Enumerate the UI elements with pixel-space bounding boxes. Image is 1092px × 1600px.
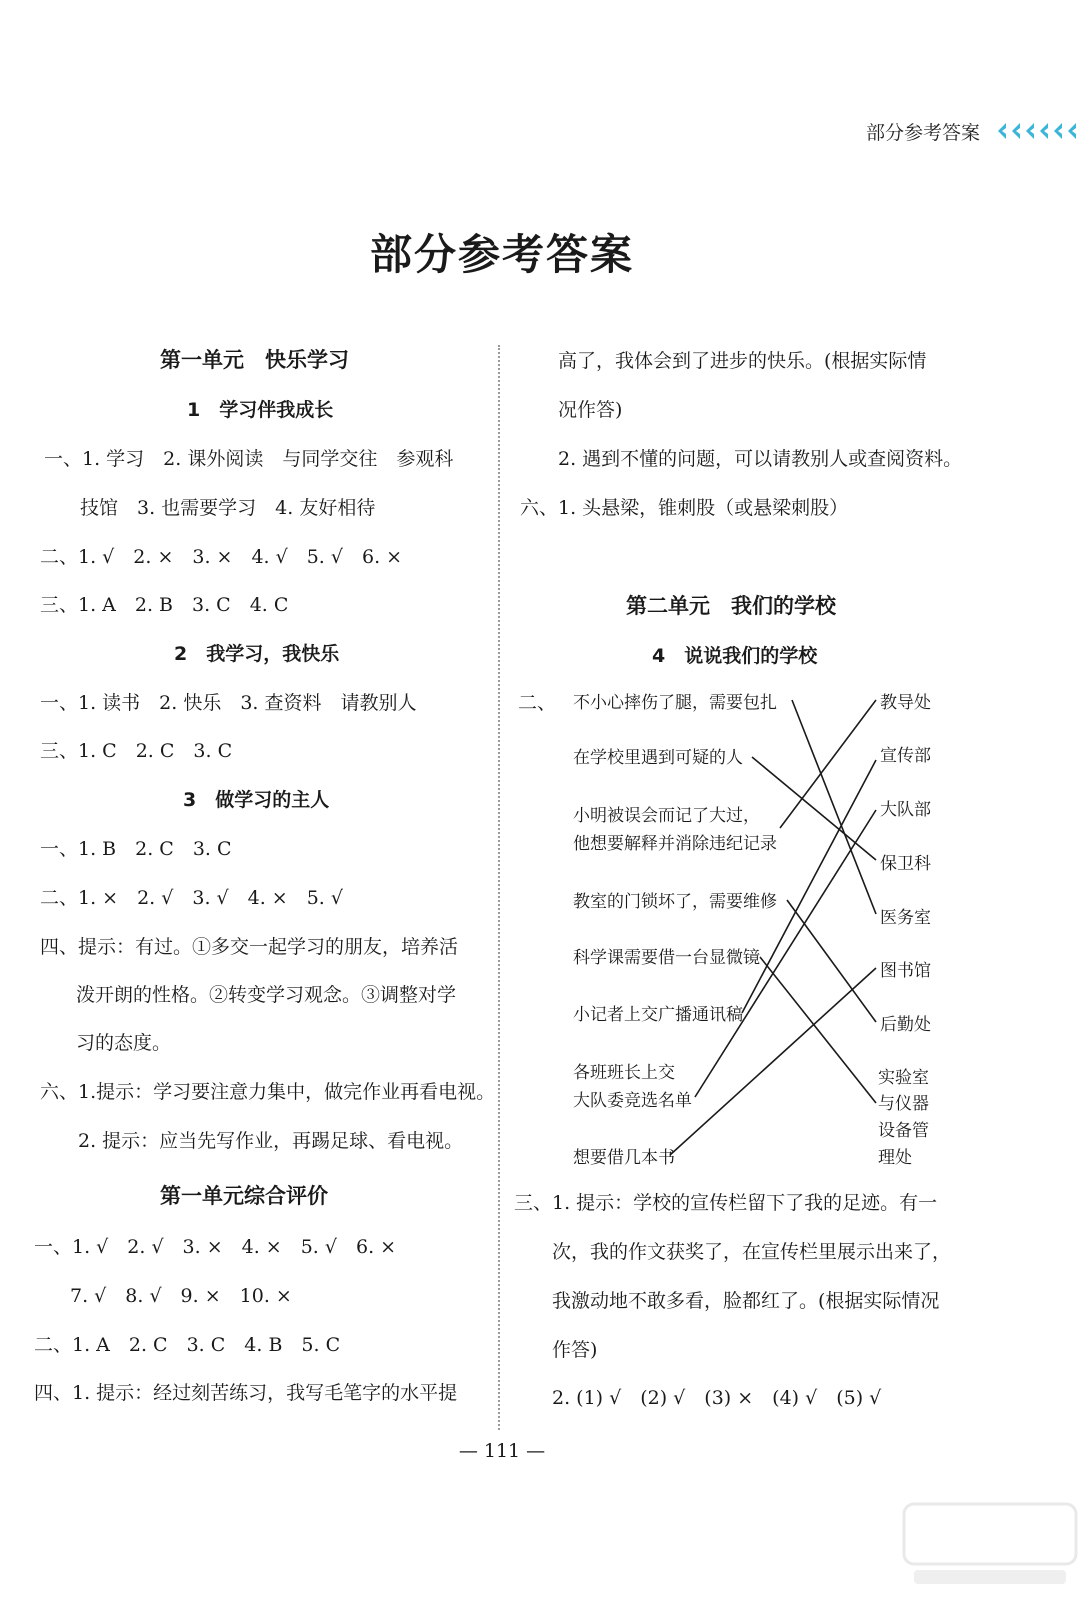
answer-line: 二、1. √ 2. × 3. × 4. √ 5. √ 6. × <box>40 546 403 568</box>
match-line <box>670 968 876 1155</box>
column-divider <box>498 345 500 1430</box>
answer-line: 六、1. 头悬梁，锥刺股（或悬梁刺股） <box>520 497 849 519</box>
match-left-item-cont: 大队委竞选名单 <box>573 1091 692 1111</box>
match-left-item: 小明被误会而记了大过， <box>573 806 760 826</box>
answer-line: 习的态度。 <box>76 1032 172 1054</box>
answer-line: 三、1. C 2. C 3. C <box>40 740 233 762</box>
match-right-item-cont: 与仪器 <box>878 1094 929 1114</box>
answer-line: 我激动地不敢多看，脸都红了。(根据实际情况 <box>552 1290 940 1312</box>
match-line <box>780 700 876 828</box>
unit-heading-1: 第一单元 快乐学习 <box>160 348 349 372</box>
answer-line: 二、1. A 2. C 3. C 4. B 5. C <box>34 1334 341 1356</box>
match-left-item: 不小心摔伤了腿，需要包扎 <box>573 693 777 713</box>
answer-line: 7. √ 8. √ 9. × 10. × <box>70 1285 292 1307</box>
lesson-heading-4: 4 说说我们的学校 <box>652 645 818 667</box>
answer-line: 三、1. A 2. B 3. C 4. C <box>40 594 289 616</box>
answer-line: 一、1. √ 2. √ 3. × 4. × 5. √ 6. × <box>34 1236 397 1258</box>
lesson-heading-2: 2 我学习，我快乐 <box>174 643 340 665</box>
match-line <box>760 957 876 1103</box>
match-right-item-cont: 设备管 <box>878 1121 929 1141</box>
match-right-item: 大队部 <box>880 800 931 820</box>
answer-line: 一、1. B 2. C 3. C <box>40 838 232 860</box>
match-right-item: 实验室 <box>878 1068 929 1088</box>
answer-line: 次，我的作文获奖了，在宣传栏里展示出来了， <box>552 1241 952 1263</box>
answer-line: 一、1. 读书 2. 快乐 3. 查资料 请教别人 <box>40 692 417 714</box>
watermark-logo-icon <box>900 1500 1080 1590</box>
unit-heading-2: 第二单元 我们的学校 <box>626 594 836 618</box>
question-label: 二、 <box>518 692 557 714</box>
answer-line: 四、提示：有过。①多交一起学习的朋友，培养活 <box>40 936 459 958</box>
match-left-item: 科学课需要借一台显微镜 <box>573 948 760 968</box>
match-left-item: 在学校里遇到可疑的人 <box>573 748 743 768</box>
lesson-heading-3: 3 做学习的主人 <box>183 789 330 811</box>
answer-line: 技馆 3. 也需要学习 4. 友好相待 <box>80 497 376 519</box>
answer-line: 六、1.提示：学习要注意力集中，做完作业再看电视。 <box>40 1081 496 1103</box>
match-right-item-cont: 理处 <box>878 1148 912 1168</box>
answer-line: 二、1. × 2. √ 3. √ 4. × 5. √ <box>40 887 343 909</box>
answer-line: 2. (1) √ (2) √ (3) × (4) √ (5) √ <box>552 1387 882 1409</box>
match-left-item: 各班班长上交 <box>573 1063 675 1083</box>
answer-line: 2. 提示：应当先写作业，再踢足球、看电视。 <box>78 1130 464 1152</box>
match-right-item: 医务室 <box>880 908 931 928</box>
lesson-heading-1: 1 学习伴我成长 <box>187 399 334 421</box>
match-line <box>787 900 876 1022</box>
match-right-item: 宣传部 <box>880 746 931 766</box>
review-heading: 第一单元综合评价 <box>160 1184 328 1208</box>
match-left-item: 小记者上交广播通讯稿 <box>573 1005 743 1025</box>
match-left-item: 教室的门锁坏了，需要维修 <box>573 892 777 912</box>
match-right-item: 后勤处 <box>880 1015 931 1035</box>
answer-line: 2. 遇到不懂的问题，可以请教别人或查阅资料。 <box>558 448 963 470</box>
page-title: 部分参考答案 <box>369 230 634 279</box>
match-right-item: 图书馆 <box>880 961 931 981</box>
match-right-item: 保卫科 <box>880 854 931 874</box>
running-header: 部分参考答案 <box>865 122 980 144</box>
answer-line: 高了，我体会到了进步的快乐。(根据实际情 <box>558 350 927 372</box>
answer-line: 一、1. 学习 2. 课外阅读 与同学交往 参观科 <box>44 448 454 470</box>
match-right-item: 教导处 <box>880 693 931 713</box>
answer-line: 况作答) <box>558 399 623 421</box>
answer-line: 四、1. 提示：经过刻苦练习，我写毛笔字的水平提 <box>34 1382 458 1404</box>
answer-line: 作答) <box>552 1339 598 1361</box>
match-line <box>792 700 876 914</box>
page-number: — 111 — <box>458 1440 546 1462</box>
match-left-item-cont: 他想要解释并消除违纪记录 <box>573 834 777 854</box>
answer-line: 泼开朗的性格。②转变学习观念。③调整对学 <box>76 984 457 1006</box>
match-left-item: 想要借几本书 <box>573 1148 675 1168</box>
header-decoration-icon <box>992 120 1092 142</box>
answer-line: 三、1. 提示：学校的宣传栏留下了我的足迹。有一 <box>514 1192 938 1214</box>
